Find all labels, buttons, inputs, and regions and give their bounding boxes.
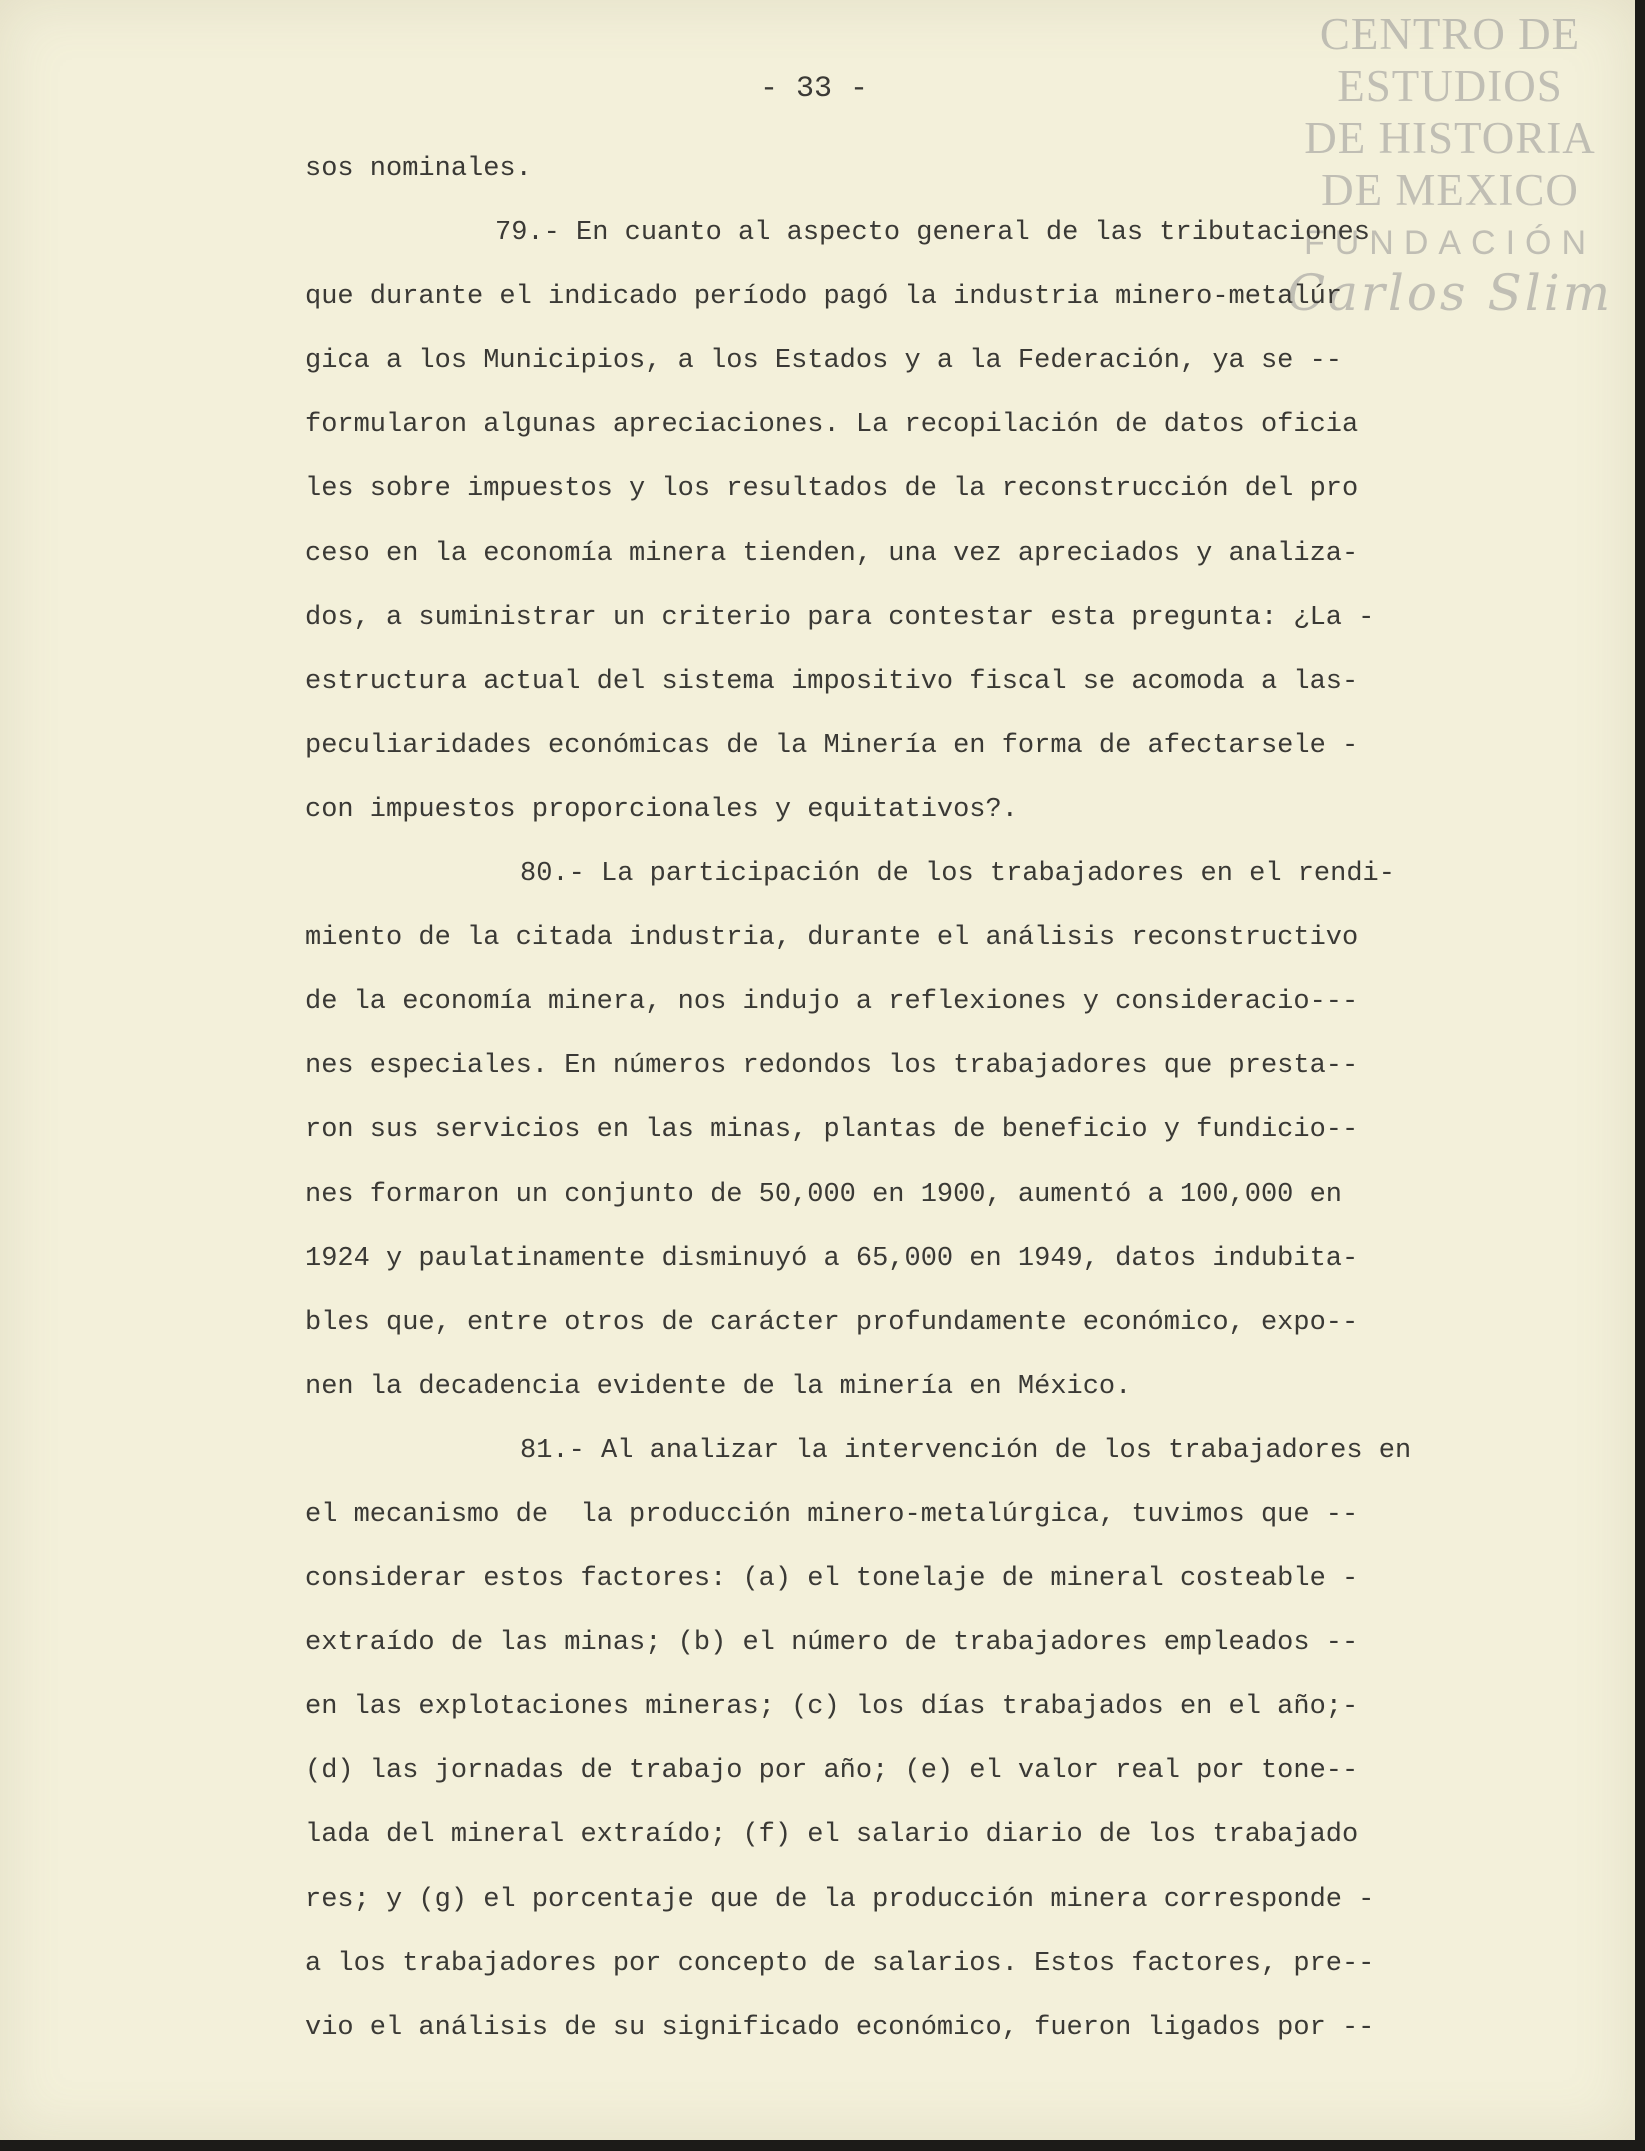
watermark-line: ESTUDIOS — [1337, 61, 1563, 111]
page-number: - 33 - — [760, 72, 869, 106]
text-line: les sobre impuestos y los resultados de la reconstrucción del pro — [305, 474, 1359, 505]
watermark-fundacion: FUNDACIÓN — [1303, 224, 1597, 262]
text-line: que durante el indicado período pagó la industria minero-metalúr — [305, 282, 1342, 313]
text-line: a los trabajadores por concepto de salarios. Estos factores, pre-- — [305, 1948, 1375, 1979]
text-line: el mecanismo de la producción minero-metalúrgica, tuvimos que -- — [305, 1499, 1359, 1530]
text-line: sos nominales. — [305, 154, 532, 184]
text-line: res; y (g) el porcentaje que de la producción minera corresponde - — [305, 1884, 1375, 1915]
text-line: nen la decadencia evidente de la minería en México. — [305, 1371, 1132, 1402]
text-line: de la economía minera, nos indujo a reflexiones y consideracio--- — [305, 987, 1359, 1018]
text-line: (d) las jornadas de trabajo por año; (e) el valor real por tone-- — [305, 1756, 1359, 1787]
text-line: vio el análisis de su significado económico, fueron ligados por -- — [305, 2012, 1375, 2043]
watermark-line: DE MEXICO — [1321, 165, 1579, 215]
text-line: dos, a suministrar un criterio para contestar esta pregunta: ¿La - — [305, 602, 1375, 633]
text-line: miento de la citada industria, durante el análisis reconstructivo — [305, 923, 1359, 954]
watermark-signature: Carlos Slim — [1286, 264, 1614, 322]
watermark-line: DE HISTORIA — [1304, 113, 1596, 163]
text-line: nes especiales. En números redondos los trabajadores que presta-- — [305, 1051, 1359, 1082]
text-line: ron sus servicios en las minas, plantas de beneficio y fundicio-- — [305, 1115, 1359, 1146]
text-line: formularon algunas apreciaciones. La recopilación de datos oficia — [305, 410, 1359, 441]
text-line: 1924 y paulatinamente disminuyó a 65,000 en 1949, datos indubita- — [305, 1243, 1359, 1274]
typewritten-body — [305, 137, 1565, 2060]
text-line: con impuestos proporcionales y equitativos?. — [305, 794, 1018, 825]
text-line: estructura actual del sistema impositivo fiscal se acomoda a las- — [305, 666, 1359, 697]
text-line: en las explotaciones mineras; (c) los días trabajados en el año;- — [305, 1692, 1359, 1723]
text-line: ceso en la economía minera tienden, una vez apreciados y analiza- — [305, 538, 1359, 569]
text-line: peculiaridades económicas de la Minería en forma de afectarsele - — [305, 730, 1359, 761]
text-line: nes formaron un conjunto de 50,000 en 1900, aumentó a 100,000 en — [305, 1179, 1342, 1210]
text-line: extraído de las minas; (b) el número de trabajadores empleados -- — [305, 1628, 1359, 1659]
text-line: bles que, entre otros de carácter profundamente económico, expo-- — [305, 1307, 1359, 1338]
watermark-line: CENTRO DE — [1319, 9, 1581, 59]
paragraph-79-start: 79.- En cuanto al aspecto general de las tributaciones — [495, 218, 1370, 249]
paragraph-81-start: 81.- Al analizar la intervención de los trabajadores en — [520, 1435, 1412, 1466]
paragraph-80-start: 80.- La participación de los trabajadores en el rendi- — [520, 859, 1395, 890]
text-line: lada del mineral extraído; (f) el salario diario de los trabajado — [305, 1820, 1359, 1851]
text-line: gica a los Municipios, a los Estados y a la Federación, ya se -- — [305, 346, 1342, 377]
text-line: considerar estos factores: (a) el tonelaje de mineral costeable - — [305, 1564, 1359, 1595]
